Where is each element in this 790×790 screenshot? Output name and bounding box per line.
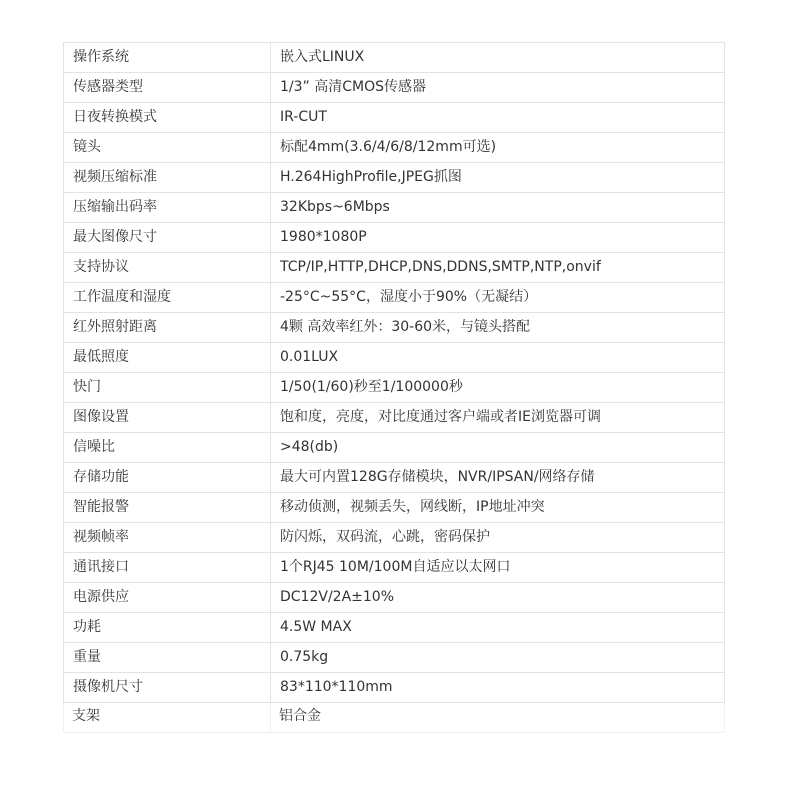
table-row: [64, 103, 725, 133]
table-row: [64, 553, 725, 583]
table-row: [64, 433, 725, 463]
spec-value: 1980*1080P: [271, 223, 725, 253]
table-row: [64, 73, 725, 103]
table-row: [64, 133, 725, 163]
spec-value: 嵌入式LINUX: [271, 43, 725, 73]
spec-label: 工作温度和湿度: [64, 283, 271, 313]
table-row: [64, 643, 725, 673]
spec-label: 操作系统: [64, 43, 271, 73]
spec-label: 存储功能: [64, 463, 271, 493]
spec-value: 0.01LUX: [271, 343, 725, 373]
table-row: [64, 313, 725, 343]
spec-value: 移动侦测，视频丢失，网线断，IP地址冲突: [271, 493, 725, 523]
spec-label: 功耗: [64, 613, 271, 643]
table-row: [64, 223, 725, 253]
spec-value: 1/50(1/60)秒至1/100000秒: [271, 373, 725, 403]
spec-value: H.264HighProfile,JPEG抓图: [271, 163, 725, 193]
spec-value: 1/3” 高清CMOS传感器: [271, 73, 725, 103]
spec-value: TCP/IP,HTTP,DHCP,DNS,DDNS,SMTP,NTP,onvif: [271, 253, 725, 283]
spec-value: 标配4mm(3.6/4/6/8/12mm可选): [271, 133, 725, 163]
spec-label: 信噪比: [64, 433, 271, 463]
spec-label: 压缩输出码率: [64, 193, 271, 223]
spec-label: 视频压缩标准: [64, 163, 271, 193]
table-row: [64, 253, 725, 283]
table-row: [64, 463, 725, 493]
spec-value: 0.75kg: [271, 643, 725, 673]
spec-label: 红外照射距离: [64, 313, 271, 343]
table-row: [64, 403, 725, 433]
table-row: [64, 583, 725, 613]
spec-label: 最大图像尺寸: [64, 223, 271, 253]
spec-value: 铝合金: [271, 703, 725, 733]
table-row: [64, 343, 725, 373]
spec-label: 传感器类型: [64, 73, 271, 103]
table-row: [64, 493, 725, 523]
spec-value: 4颗 高效率红外：30-60米，与镜头搭配: [271, 313, 725, 343]
spec-label: 最低照度: [64, 343, 271, 373]
table-row: [64, 43, 725, 73]
table-row: [64, 703, 725, 733]
spec-value: -25°C~55°C，湿度小于90%（无凝结）: [271, 283, 725, 313]
spec-value: IR-CUT: [271, 103, 725, 133]
spec-label: 日夜转换模式: [64, 103, 271, 133]
spec-label: 镜头: [64, 133, 271, 163]
spec-table: [63, 42, 725, 733]
spec-value: 防闪烁，双码流，心跳，密码保护: [271, 523, 725, 553]
spec-label: 智能报警: [64, 493, 271, 523]
spec-value: 1个RJ45 10M/100M自适应以太网口: [271, 553, 725, 583]
spec-label: 摄像机尺寸: [64, 673, 271, 703]
spec-label: 支持协议: [64, 253, 271, 283]
spec-value: 32Kbps~6Mbps: [271, 193, 725, 223]
spec-label: 图像设置: [64, 403, 271, 433]
spec-label: 快门: [64, 373, 271, 403]
table-row: [64, 613, 725, 643]
spec-value: >48(db): [271, 433, 725, 463]
table-row: [64, 163, 725, 193]
spec-label: 通讯接口: [64, 553, 271, 583]
table-row: [64, 193, 725, 223]
table-row: [64, 673, 725, 703]
table-row: [64, 373, 725, 403]
spec-label: 视频帧率: [64, 523, 271, 553]
spec-value: DC12V/2A±10%: [271, 583, 725, 613]
spec-value: 饱和度，亮度，对比度通过客户端或者IE浏览器可调: [271, 403, 725, 433]
table-row: [64, 523, 725, 553]
spec-value: 4.5W MAX: [271, 613, 725, 643]
spec-label: 支架: [64, 703, 271, 733]
table-row: [64, 283, 725, 313]
spec-value: 83*110*110mm: [271, 673, 725, 703]
spec-label: 电源供应: [64, 583, 271, 613]
spec-value: 最大可内置128G存储模块，NVR/IPSAN/网络存储: [271, 463, 725, 493]
spec-label: 重量: [64, 643, 271, 673]
